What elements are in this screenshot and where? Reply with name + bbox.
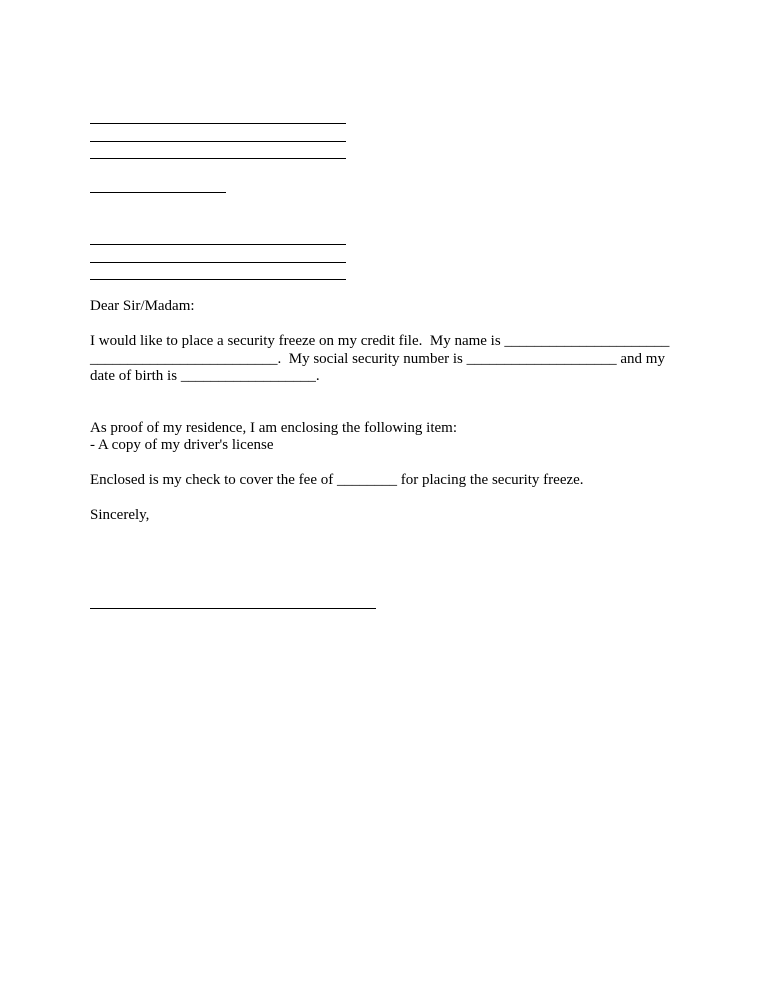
closing: Sincerely, — [90, 507, 150, 523]
recipient-address-line-3 — [90, 279, 346, 280]
sender-address-line-3 — [90, 158, 346, 159]
fee-line: Enclosed is my check to cover the fee of ________ for placing the security freeze. — [90, 472, 584, 488]
body-line-1: I would like to place a security freeze on my credit file. My name is ______________________ — [90, 333, 670, 349]
proof-intro: As proof of my residence, I am enclosing the following item: — [90, 420, 457, 436]
sender-address-line-1 — [90, 123, 346, 124]
recipient-address-line-2 — [90, 262, 346, 263]
proof-item: - A copy of my driver's license — [90, 437, 274, 453]
body-line-3: date of birth is __________________. — [90, 368, 320, 384]
recipient-address-line-1 — [90, 244, 346, 245]
salutation: Dear Sir/Madam: — [90, 298, 195, 314]
body-line-2: _________________________. My social security number is ____________________ and my — [90, 351, 665, 367]
sender-address-line-2 — [90, 141, 346, 142]
signature-line — [90, 608, 376, 609]
date-line — [90, 192, 226, 193]
